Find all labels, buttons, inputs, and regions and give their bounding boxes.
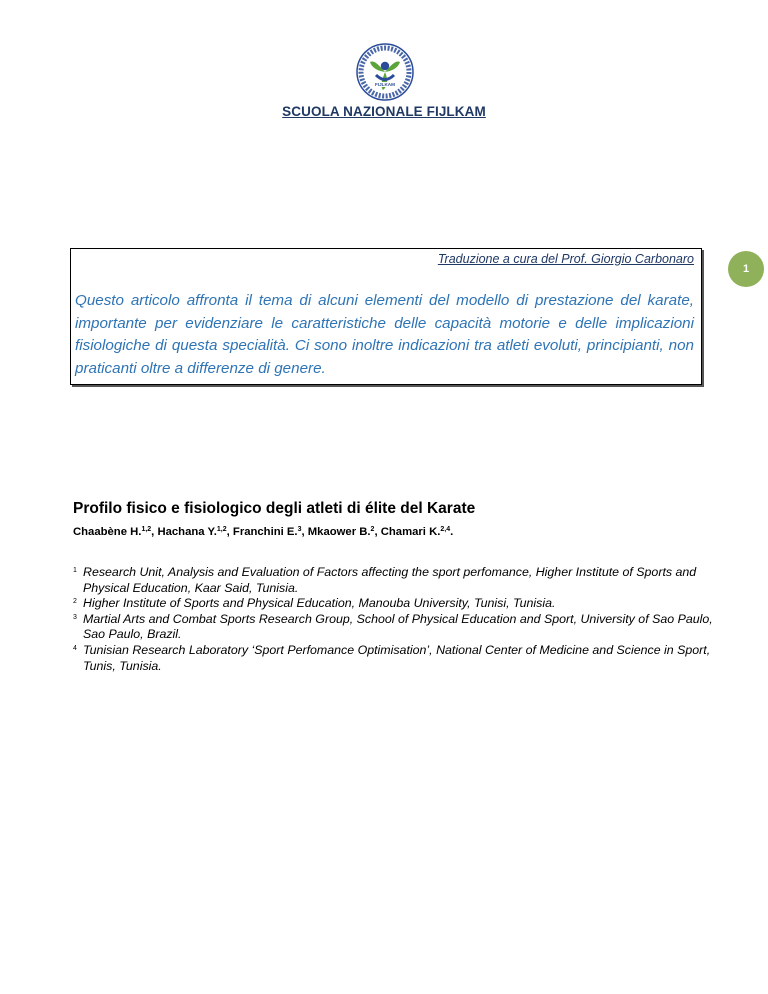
author: Hachana Y.$^{1,2}$, <box>157 526 233 538</box>
affiliation-item: $^3$ Martial Arts and Combat Sports Research Group, School of Physical Education and Sport, University of Sao Paulo, Sao Paulo, Brazil. <box>73 611 713 642</box>
affiliation-item: $^4$ Tunisian Research Laboratory ‘Sport Perfomance Optimisation’, National Center of Medicine and Science in Sport, Tunis, Tunisia. <box>73 642 711 673</box>
author: Mkaower B.$^2$, <box>307 526 381 538</box>
page-number: 1 <box>742 263 750 275</box>
abstract-text: Questo articolo affronta il tema di alcuni elementi del modello di prestazione del karate, importante per evidenziare le caratteristiche delle capacità motorie e delle implicazioni fisiologiche di questa specialità. Ci sono inoltre indicazioni tra atleti evoluti, principianti, non praticanti oltre a differenze di genere. <box>75 292 694 377</box>
article-title: Profilo fisico e fisiologico degli atleti di élite del Karate <box>73 500 476 517</box>
svg-text:FIJLKAM: FIJLKAM <box>375 82 395 88</box>
author-list <box>73 526 453 538</box>
fijlkam-emblem-icon <box>354 42 416 102</box>
affiliation-item: $^1$ Research Unit, Analysis and Evaluation of Factors affecting the sport perfomance, Higher Institute of Sports and Physical Education, Kaar Said, Tunisia. <box>73 565 697 595</box>
translation-credit: Traduzione a cura del Prof. Giorgio Carbonaro <box>437 252 694 266</box>
author: Franchini E.$^3$, <box>232 526 308 538</box>
page-number-badge <box>728 251 764 287</box>
affiliation-item: $^2$ Higher Institute of Sports and Physical Education, Manouba University, Tunisi, Tunisia. <box>73 596 556 611</box>
author: Chaabène H.$^{1,2}$, <box>73 526 158 538</box>
school-title: SCUOLA NAZIONALE FIJLKAM <box>282 104 486 119</box>
summary-box <box>70 248 702 385</box>
affiliation-list <box>73 565 723 674</box>
fijlkam-logo <box>354 42 416 102</box>
author: Chamari K.$^{2,4}$. <box>380 526 454 538</box>
